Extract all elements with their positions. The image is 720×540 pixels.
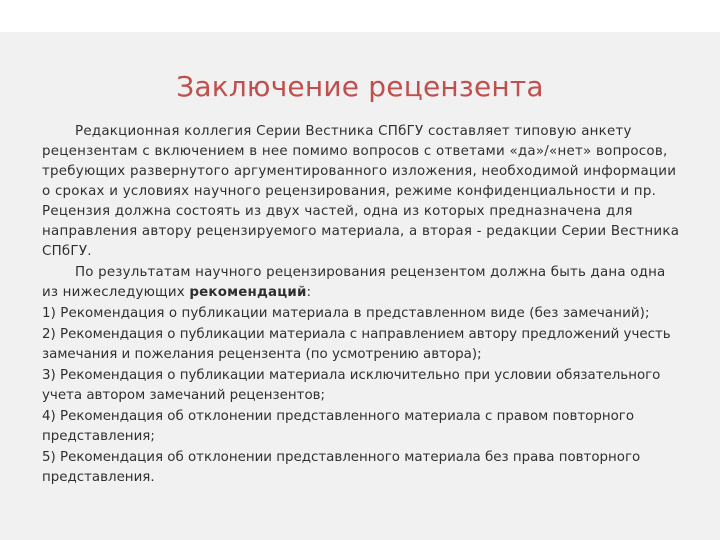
recommendations-colon: : — [306, 285, 312, 300]
recommendation-item-4: 4) Рекомендация об отклонении представленного материала с правом повторного представления; — [42, 409, 635, 444]
recommendation-item-5: 5) Рекомендация об отклонении представленного материала без права повторного представления. — [42, 450, 641, 485]
recommendation-item-3: 3) Рекомендация о публикации материала исключительно при условии обязательного учета автором замечаний рецензентов; — [42, 368, 661, 403]
recommendations-intro — [42, 263, 682, 303]
slide-body — [42, 122, 682, 488]
slide-title: Заключение рецензента — [176, 70, 544, 103]
slide-top-band — [0, 0, 720, 32]
recommendation-item-2: 2) Рекомендация о публикации материала с направлением автору предложений учесть замечания и пожелания рецензента (по усмотрению автора); — [42, 327, 671, 362]
recommendations-keyword: рекомендаций — [189, 285, 307, 300]
intro-paragraph: Редакционная коллегия Серии Вестника СПбГУ составляет типовую анкету рецензентам с включением в нее помимо вопросов с ответами «да»/«нет» вопросов, требующих развернутого аргументированного изложения, необходимой информации о сроках и условиях научного рецензирования, режиме конфиденциальности и пр. Рецензия должна состоять из двух частей, одна из которых предназначена для направления автору рецензируемого материала, а вторая - редакции Серии Вестника СПбГУ. — [42, 124, 680, 259]
recommendation-item-1: 1) Рекомендация о публикации материала в представленном виде (без замечаний); — [42, 306, 650, 321]
recommendations-intro-text: По результатам научного рецензирования рецензентом должна быть дана одна из нижеследующих — [42, 265, 666, 300]
